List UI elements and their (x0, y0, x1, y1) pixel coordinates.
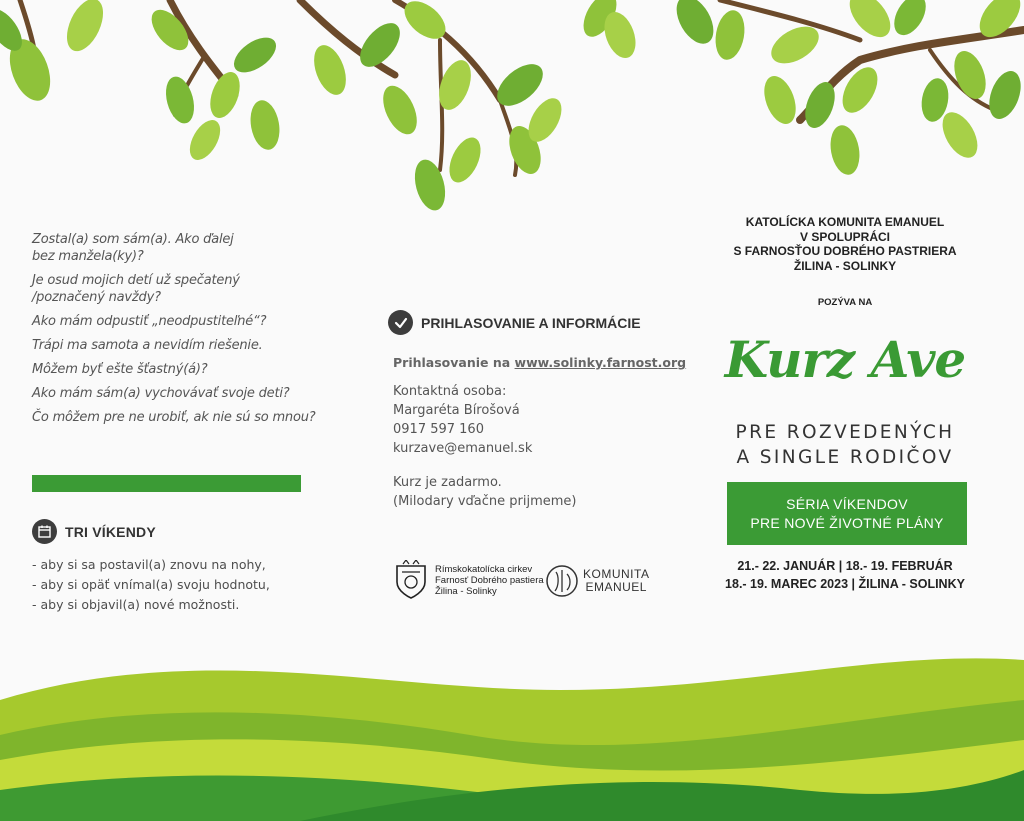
question-line: Čo môžem pre ne urobiť, ak nie sú so mnou? (32, 410, 316, 425)
invite-text: POZÝVA NA (817, 297, 873, 308)
logo-line: Farnosť Dobrého pastiera (435, 574, 544, 586)
organizer-line: KATOLÍCKA KOMUNITA EMANUEL (745, 215, 945, 229)
organizer-block (700, 215, 990, 273)
question-line: Trápi ma samota a nevidím riešenie. (32, 338, 263, 353)
subtitle-line: PRE ROZVEDENÝCH (735, 422, 955, 443)
date-line: 18.- 19. MAREC 2023 | ŽILINA - SOLINKY (725, 577, 965, 591)
free-note: Kurz je zadarmo. (393, 475, 502, 490)
registration-heading (388, 310, 641, 335)
contact-line: Kontaktná osoba: (393, 384, 507, 399)
question-line: Zostal(a) som sám(a). Ako ďalej bez manžela(ky)? (32, 232, 234, 264)
checkmark-icon (388, 310, 413, 335)
organizer-line: ŽILINA - SOLINKY (793, 258, 897, 273)
contact-email: kurzave@emanuel.sk (393, 441, 533, 456)
date-line: 21.- 22. JANUÁR | 18.- 19. FEBRUÁR (737, 559, 953, 573)
komunita-emanuel-logo (545, 562, 649, 600)
emanuel-emblem-icon (545, 562, 579, 600)
contact-name: Margaréta Bírošová (393, 403, 520, 418)
registration-link[interactable]: www.solinky.farnost.org (514, 355, 687, 370)
parish-crest-icon (393, 560, 429, 600)
parish-logo (393, 560, 544, 600)
question-line: Ako mám odpustiť „neodpustiteľné“? (32, 314, 267, 329)
course-title: Kurz Ave (724, 330, 966, 389)
event-dates (700, 557, 990, 593)
section-title: TRI VÍKENDY (65, 523, 156, 540)
banner-line: PRE NOVÉ ŽIVOTNÉ PLÁNY (750, 514, 944, 531)
question-line: Ako mám sám(a) vychovávať svoje deti? (32, 386, 290, 401)
question-line: Je osud mojich detí už spečatený /poznačený navždy? (32, 273, 240, 305)
leaves (0, 0, 1024, 214)
organizer-line: V SPOLUPRÁCI (799, 229, 890, 244)
section-title: PRIHLASOVANIE A INFORMÁCIE (421, 314, 641, 331)
green-divider-bar (32, 475, 301, 492)
list-item: - aby si opäť vnímal(a) svoju hodnotu, (32, 577, 270, 592)
banner-line: SÉRIA VÍKENDOV (786, 495, 908, 512)
contact-info (393, 382, 663, 511)
calendar-icon (32, 519, 57, 544)
logo-line: Rímskokatolícka cirkev (435, 563, 533, 575)
course-subtitle (700, 420, 990, 470)
contact-phone: 0917 597 160 (393, 422, 484, 437)
logo-line: EMANUEL (585, 580, 647, 594)
logo-line: KOMUNITA (583, 567, 650, 581)
registration-prefix: Prihlasovanie na (393, 355, 515, 370)
list-item: - aby si objavil(a) nové možnosti. (32, 597, 240, 612)
subtitle-line: A SINGLE RODIČOV (736, 447, 954, 468)
list-item: - aby si sa postavil(a) znovu na nohy, (32, 557, 266, 572)
question-list (32, 231, 322, 433)
logo-line: Žilina - Solinky (435, 585, 497, 597)
organizer-line: S FARNOSŤOU DOBRÉHO PASTRIERA (733, 244, 957, 258)
tri-vikendy-heading (32, 519, 156, 544)
tri-vikendy-list (32, 555, 322, 615)
registration-line (393, 355, 686, 370)
series-banner (727, 482, 967, 545)
question-line: Môžem byť ešte šťastný(á)? (32, 362, 208, 377)
donation-note: (Milodary vďačne prijmeme) (393, 494, 577, 509)
